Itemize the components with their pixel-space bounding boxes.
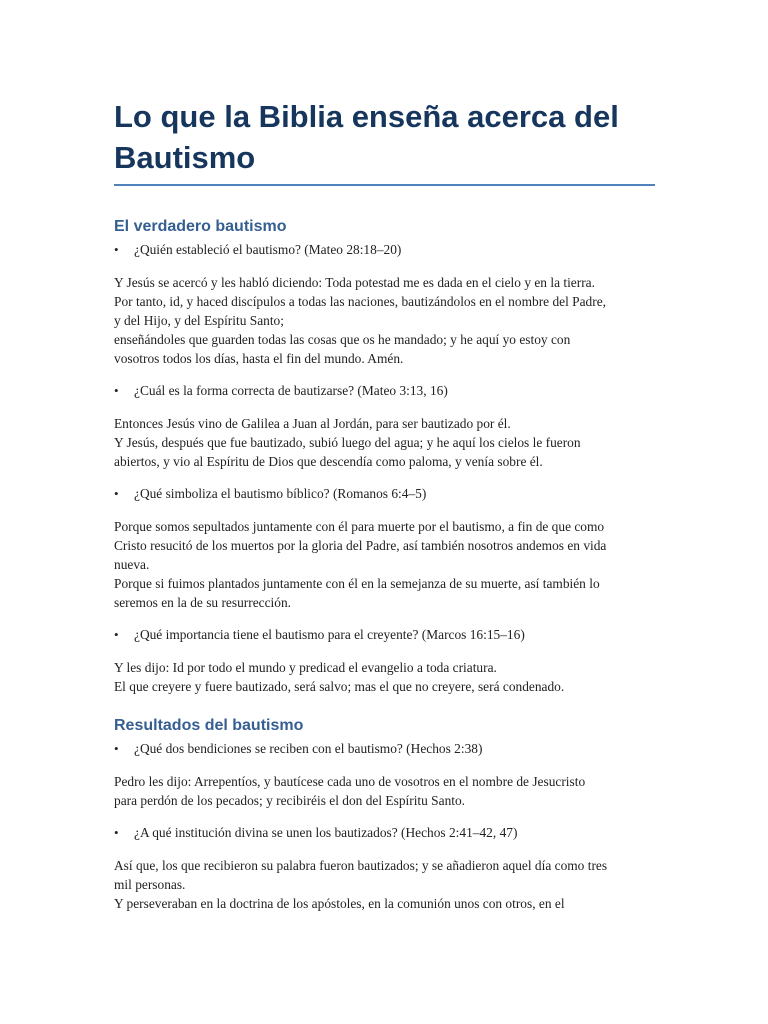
question-item	[114, 381, 655, 400]
question-text: ¿Quién estableció el bautismo? (Mateo 28:18–20)	[134, 242, 402, 257]
question-item	[114, 240, 655, 259]
scripture-line: Por tanto, id, y haced discípulos a todas las naciones, bautizándolos en el nombre del Padre,	[114, 294, 606, 309]
bullet-icon: •	[114, 486, 119, 501]
scripture-line: Y Jesús, después que fue bautizado, subió luego del agua; y he aquí los cielos le fueron	[114, 435, 581, 450]
title-line-1: Lo que la Biblia enseña acerca del	[114, 99, 619, 134]
scripture-line: Cristo resucitó de los muertos por la gloria del Padre, así también nosotros andemos en vida	[114, 538, 607, 553]
scripture-paragraph	[114, 856, 655, 913]
bullet-icon: •	[114, 825, 119, 840]
scripture-line: para perdón de los pecados; y recibiréis el don del Espíritu Santo.	[114, 793, 466, 808]
question-item	[114, 484, 655, 503]
scripture-line: Y les dijo: Id por todo el mundo y predicad el evangelio a toda criatura.	[114, 660, 497, 675]
scripture-paragraph	[114, 772, 655, 810]
question-text: ¿A qué institución divina se unen los bautizados? (Hechos 2:41–42, 47)	[134, 825, 518, 840]
bullet-icon: •	[114, 741, 119, 756]
scripture-paragraph	[114, 414, 655, 471]
scripture-line: Porque somos sepultados juntamente con él para muerte por el bautismo, a fin de que como	[114, 519, 605, 534]
scripture-line: seremos en la de su resurrección.	[114, 595, 291, 610]
scripture-line: nueva.	[114, 557, 150, 572]
bullet-icon: •	[114, 242, 119, 257]
scripture-line: Y perseveraban en la doctrina de los apóstoles, en la comunión unos con otros, en el	[114, 896, 565, 911]
document-title	[114, 96, 655, 182]
scripture-line: Porque si fuimos plantados juntamente con él en la semejanza de su muerte, así también lo	[114, 576, 600, 591]
scripture-line: Así que, los que recibieron su palabra fueron bautizados; y se añadieron aquel día como tres	[114, 858, 608, 873]
question-item	[114, 625, 655, 644]
question-text: ¿Qué simboliza el bautismo bíblico? (Romanos 6:4–5)	[134, 486, 427, 501]
scripture-line: abiertos, y vio al Espíritu de Dios que descendía como paloma, y venía sobre él.	[114, 454, 543, 469]
bullet-icon: •	[114, 627, 119, 642]
scripture-line: El que creyere y fuere bautizado, será salvo; mas el que no creyere, será condenado.	[114, 679, 565, 694]
scripture-line: Pedro les dijo: Arrepentíos, y bautícese cada uno de vosotros en el nombre de Jesucristo	[114, 774, 586, 789]
scripture-line: Y Jesús se acercó y les habló diciendo: Toda potestad me es dada en el cielo y en la tierra.	[114, 275, 595, 290]
title-line-2: Bautismo	[114, 140, 256, 175]
scripture-line: y del Hijo, y del Espíritu Santo;	[114, 313, 284, 328]
bullet-icon: •	[114, 383, 119, 398]
question-item	[114, 739, 655, 758]
question-text: ¿Cuál es la forma correcta de bautizarse? (Mateo 3:13, 16)	[134, 383, 448, 398]
scripture-line: enseñándoles que guarden todas las cosas que os he mandado; y he aquí yo estoy con	[114, 332, 571, 347]
scripture-paragraph	[114, 658, 655, 696]
question-item	[114, 823, 655, 842]
question-text: ¿Qué importancia tiene el bautismo para el creyente? (Marcos 16:15–16)	[134, 627, 525, 642]
scripture-line: Entonces Jesús vino de Galilea a Juan al Jordán, para ser bautizado por él.	[114, 416, 511, 431]
section-heading-verdadero-bautismo: El verdadero bautismo	[114, 218, 287, 235]
scripture-paragraph	[114, 273, 655, 368]
scripture-paragraph	[114, 517, 655, 612]
section-heading-resultados-bautismo: Resultados del bautismo	[114, 717, 304, 734]
scripture-line: vosotros todos los días, hasta el fin del mundo. Amén.	[114, 351, 404, 366]
scripture-line: mil personas.	[114, 877, 186, 892]
question-text: ¿Qué dos bendiciones se reciben con el bautismo? (Hechos 2:38)	[134, 741, 483, 756]
title-underline	[114, 184, 655, 186]
